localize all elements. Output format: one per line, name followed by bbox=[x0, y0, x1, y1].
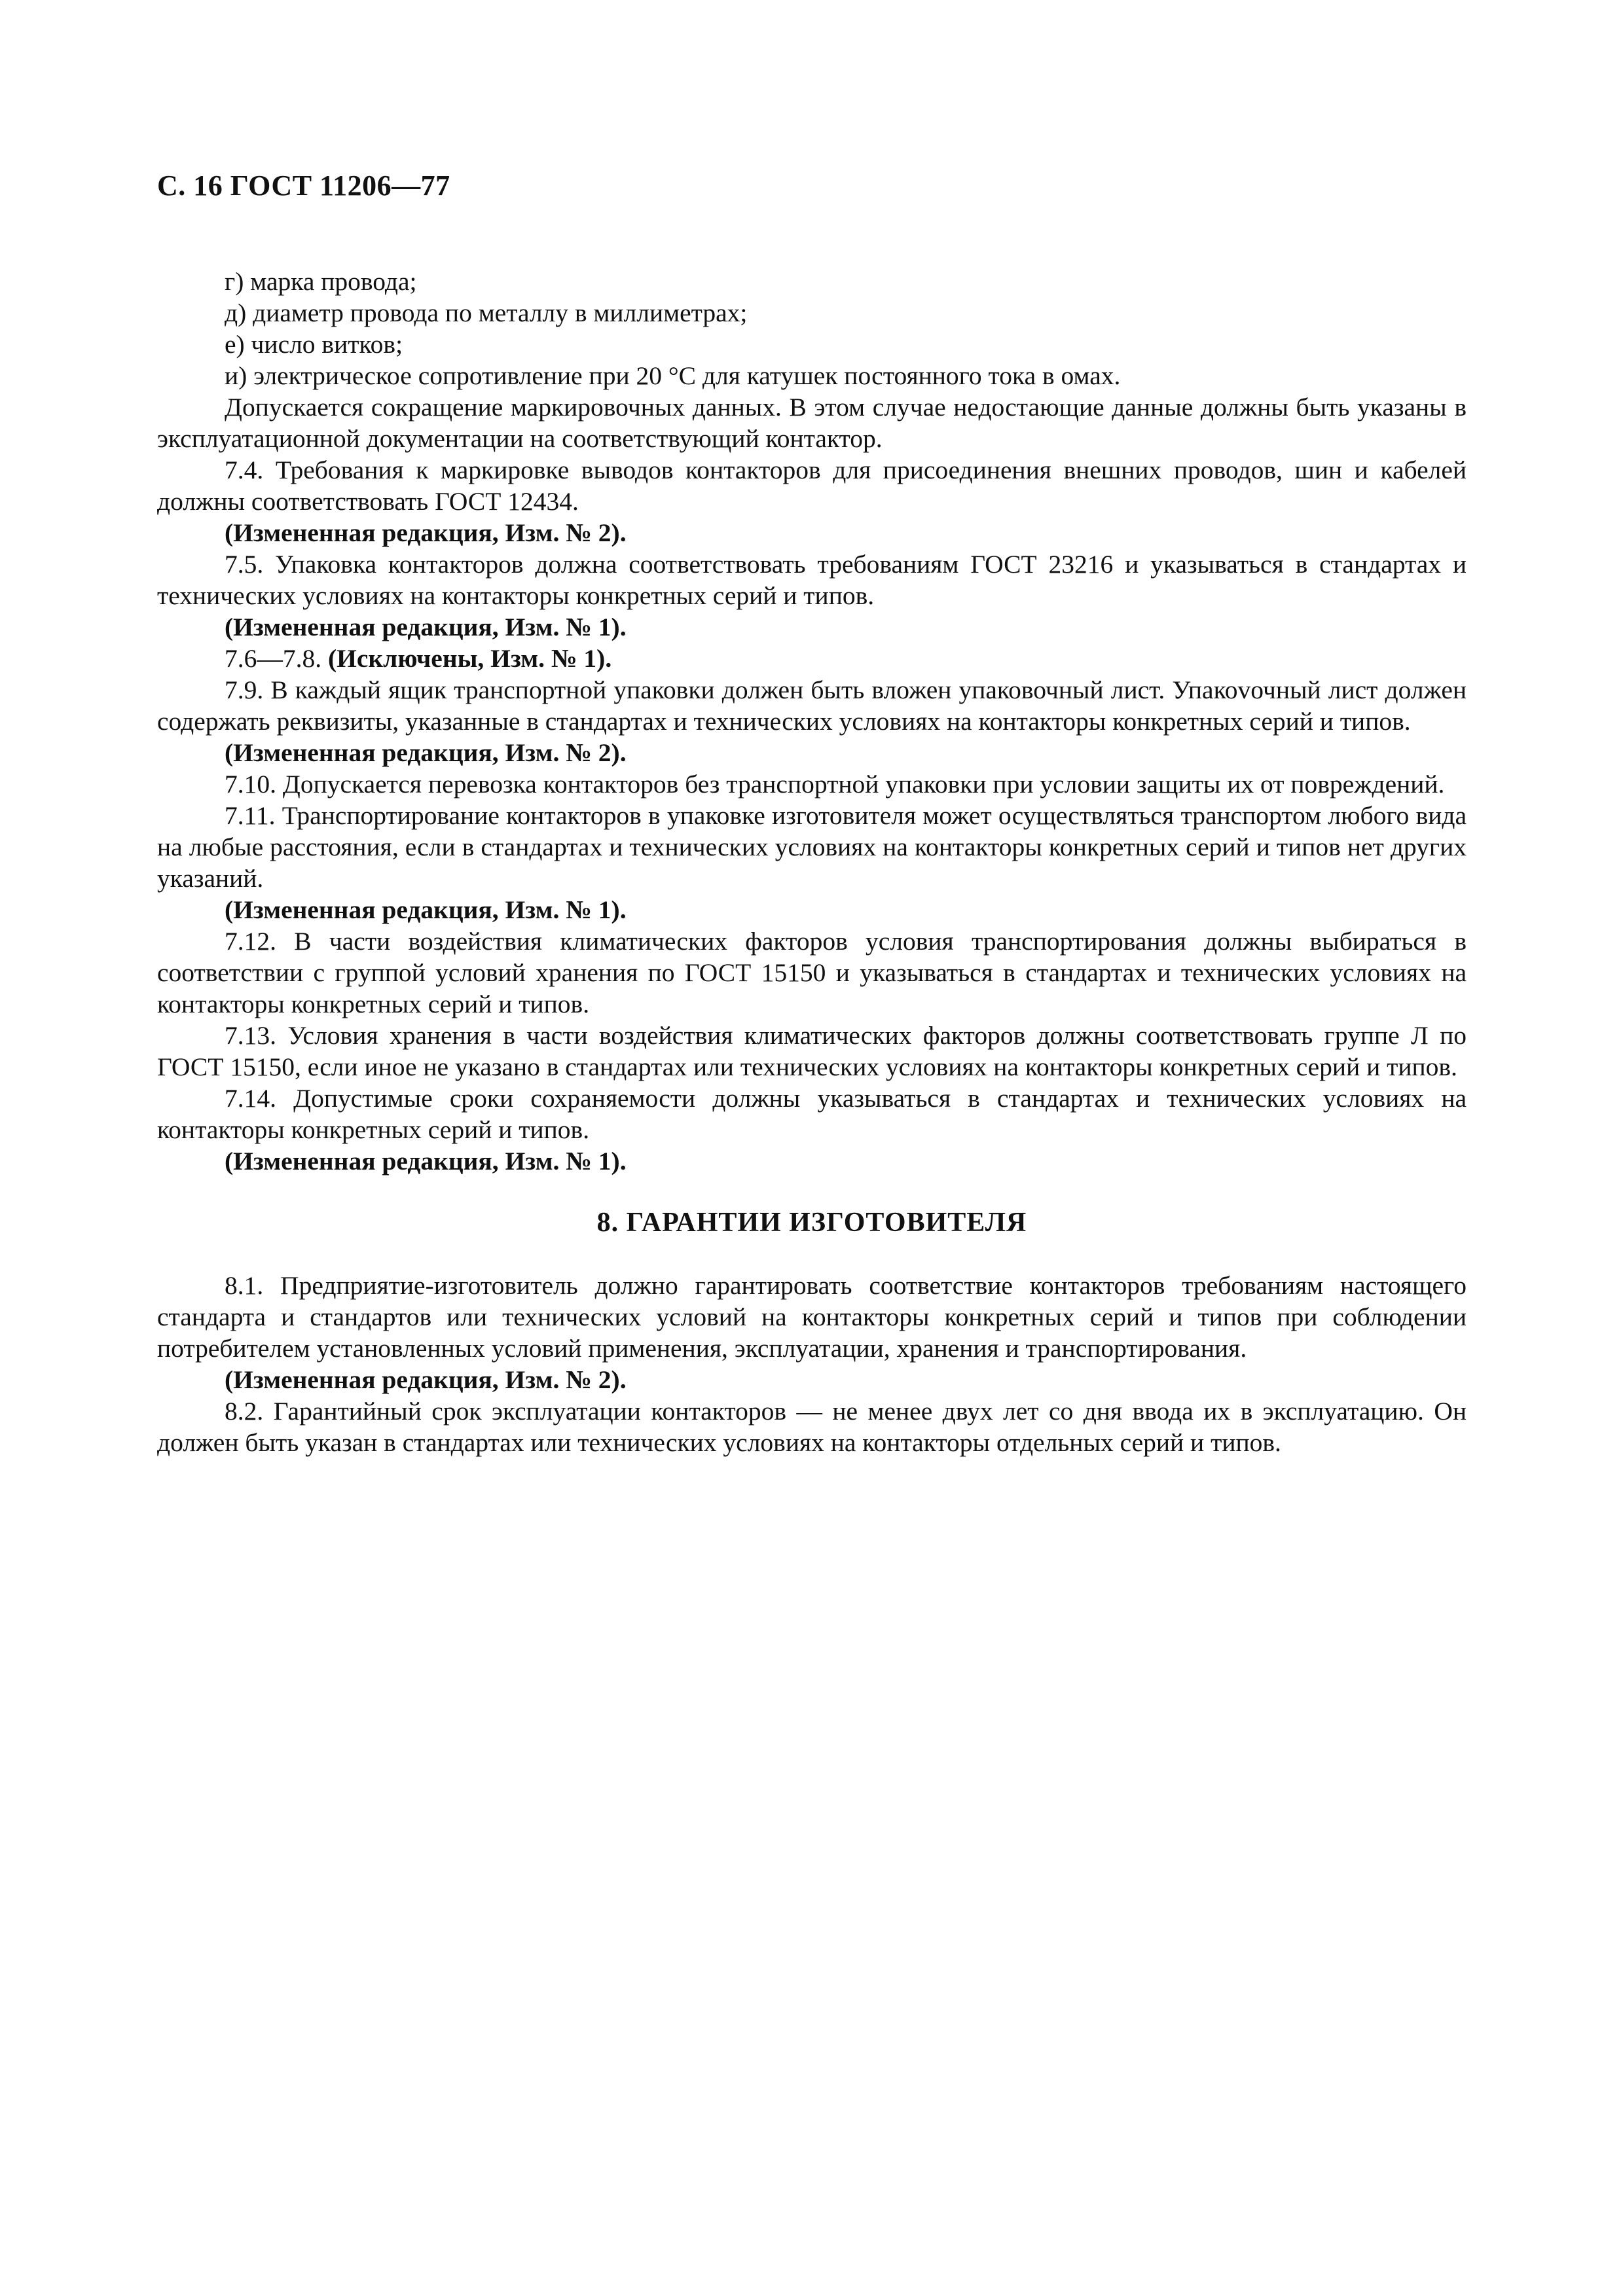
document-page bbox=[157, 168, 1467, 1458]
clause-8-1: 8.1. Предприятие-изготовитель должно гарантировать соответствие контакторов требованиям настоящего стандарта и стандартов или технических условий на контакторы конкретных серий и типов при соблюдении потребителем установленных условий применения, эксплуатации, хранения и транспортирования. bbox=[157, 1271, 1467, 1363]
amendment-note-7-11: (Измененная редакция, Изм. № 1). bbox=[225, 895, 627, 924]
document-body bbox=[157, 266, 1467, 1458]
amendment-note-7-4: (Измененная редакция, Изм. № 2). bbox=[225, 518, 627, 547]
clause-7-11: 7.11. Транспортирование контакторов в упаковке изготовителя может осуществляться транспортом любого вида на любые расстояния, если в стандартах и технических условиях на контакторы конкретных серий и типов нет других указаний. bbox=[157, 801, 1467, 893]
clause-7-6-excluded-note: (Исключены, Изм. № 1). bbox=[328, 644, 612, 673]
clause-7-6-number: 7.6—7.8. bbox=[225, 644, 328, 673]
page-header: С. 16 ГОСТ 11206—77 bbox=[157, 170, 450, 202]
clause-7-14: 7.14. Допустимые сроки сохраняемости должны указываться в стандартах и технических условиях на контакторы конкретных серий и типов. bbox=[157, 1084, 1467, 1144]
clause-7-12: 7.12. В части воздействия климатических факторов условия транспортирования должны выбираться в соответствии с группой условий хранения по ГОСТ 15150 и указываться в стандартах и технических условиях на контакторы конкретных серий и типов. bbox=[157, 927, 1467, 1018]
clause-7-5: 7.5. Упаковка контакторов должна соответствовать требованиям ГОСТ 23216 и указываться в стандартах и технических условиях на контакторы конкретных серий и типов. bbox=[157, 550, 1467, 610]
list-item-g: г) марка провода; bbox=[225, 267, 417, 296]
clause-7-13: 7.13. Условия хранения в части воздействия климатических факторов должны соответствовать группе Л по ГОСТ 15150, если иное не указано в стандартах или технических условиях на контакторы конкретных серий и типов. bbox=[157, 1021, 1467, 1081]
list-item-d: д) диаметр провода по металлу в миллиметрах; bbox=[225, 298, 748, 327]
clause-7-4: 7.4. Требования к маркировке выводов контакторов для присоединения внешних проводов, шин и кабелей должны соответствовать ГОСТ 12434. bbox=[157, 456, 1467, 516]
clause-7-10: 7.10. Допускается перевозка контакторов без транспортной упаковки при условии защиты их от повреждений. bbox=[225, 770, 1445, 798]
section-8-title: 8. ГАРАНТИИ ИЗГОТОВИТЕЛЯ bbox=[596, 1208, 1027, 1238]
list-item-e: е) число витков; bbox=[225, 330, 403, 359]
amendment-note-7-14: (Измененная редакция, Изм. № 1). bbox=[225, 1147, 627, 1175]
clause-7-9: 7.9. В каждый ящик транспортной упаковки должен быть вложен упаковочный лист. Упакоvочный лист должен содержать реквизиты, указанные в стандартах и технических условиях на контакторы конкретных серий и типов. bbox=[157, 675, 1467, 736]
amendment-note-7-9: (Измененная редакция, Изм. № 2). bbox=[225, 738, 627, 767]
list-item-i: и) электрическое сопротивление при 20 °С для катушек постоянного тока в омах. bbox=[225, 361, 1121, 390]
clause-7-6-7-8 bbox=[157, 643, 1467, 674]
amendment-note-8-1: (Измененная редакция, Изм. № 2). bbox=[225, 1365, 627, 1394]
paragraph-abbreviation: Допускается сокращение маркировочных данных. В этом случае недостающие данные должны быть указаны в эксплуатационной документации на соответствующий контактор. bbox=[157, 393, 1467, 453]
amendment-note-7-5: (Измененная редакция, Изм. № 1). bbox=[225, 613, 627, 641]
clause-8-2: 8.2. Гарантийный срок эксплуатации контакторов — не менее двух лет со дня ввода их в эксплуатацию. Он должен быть указан в стандартах или технических условиях на контакторы отдельных серий и типов. bbox=[157, 1397, 1467, 1457]
